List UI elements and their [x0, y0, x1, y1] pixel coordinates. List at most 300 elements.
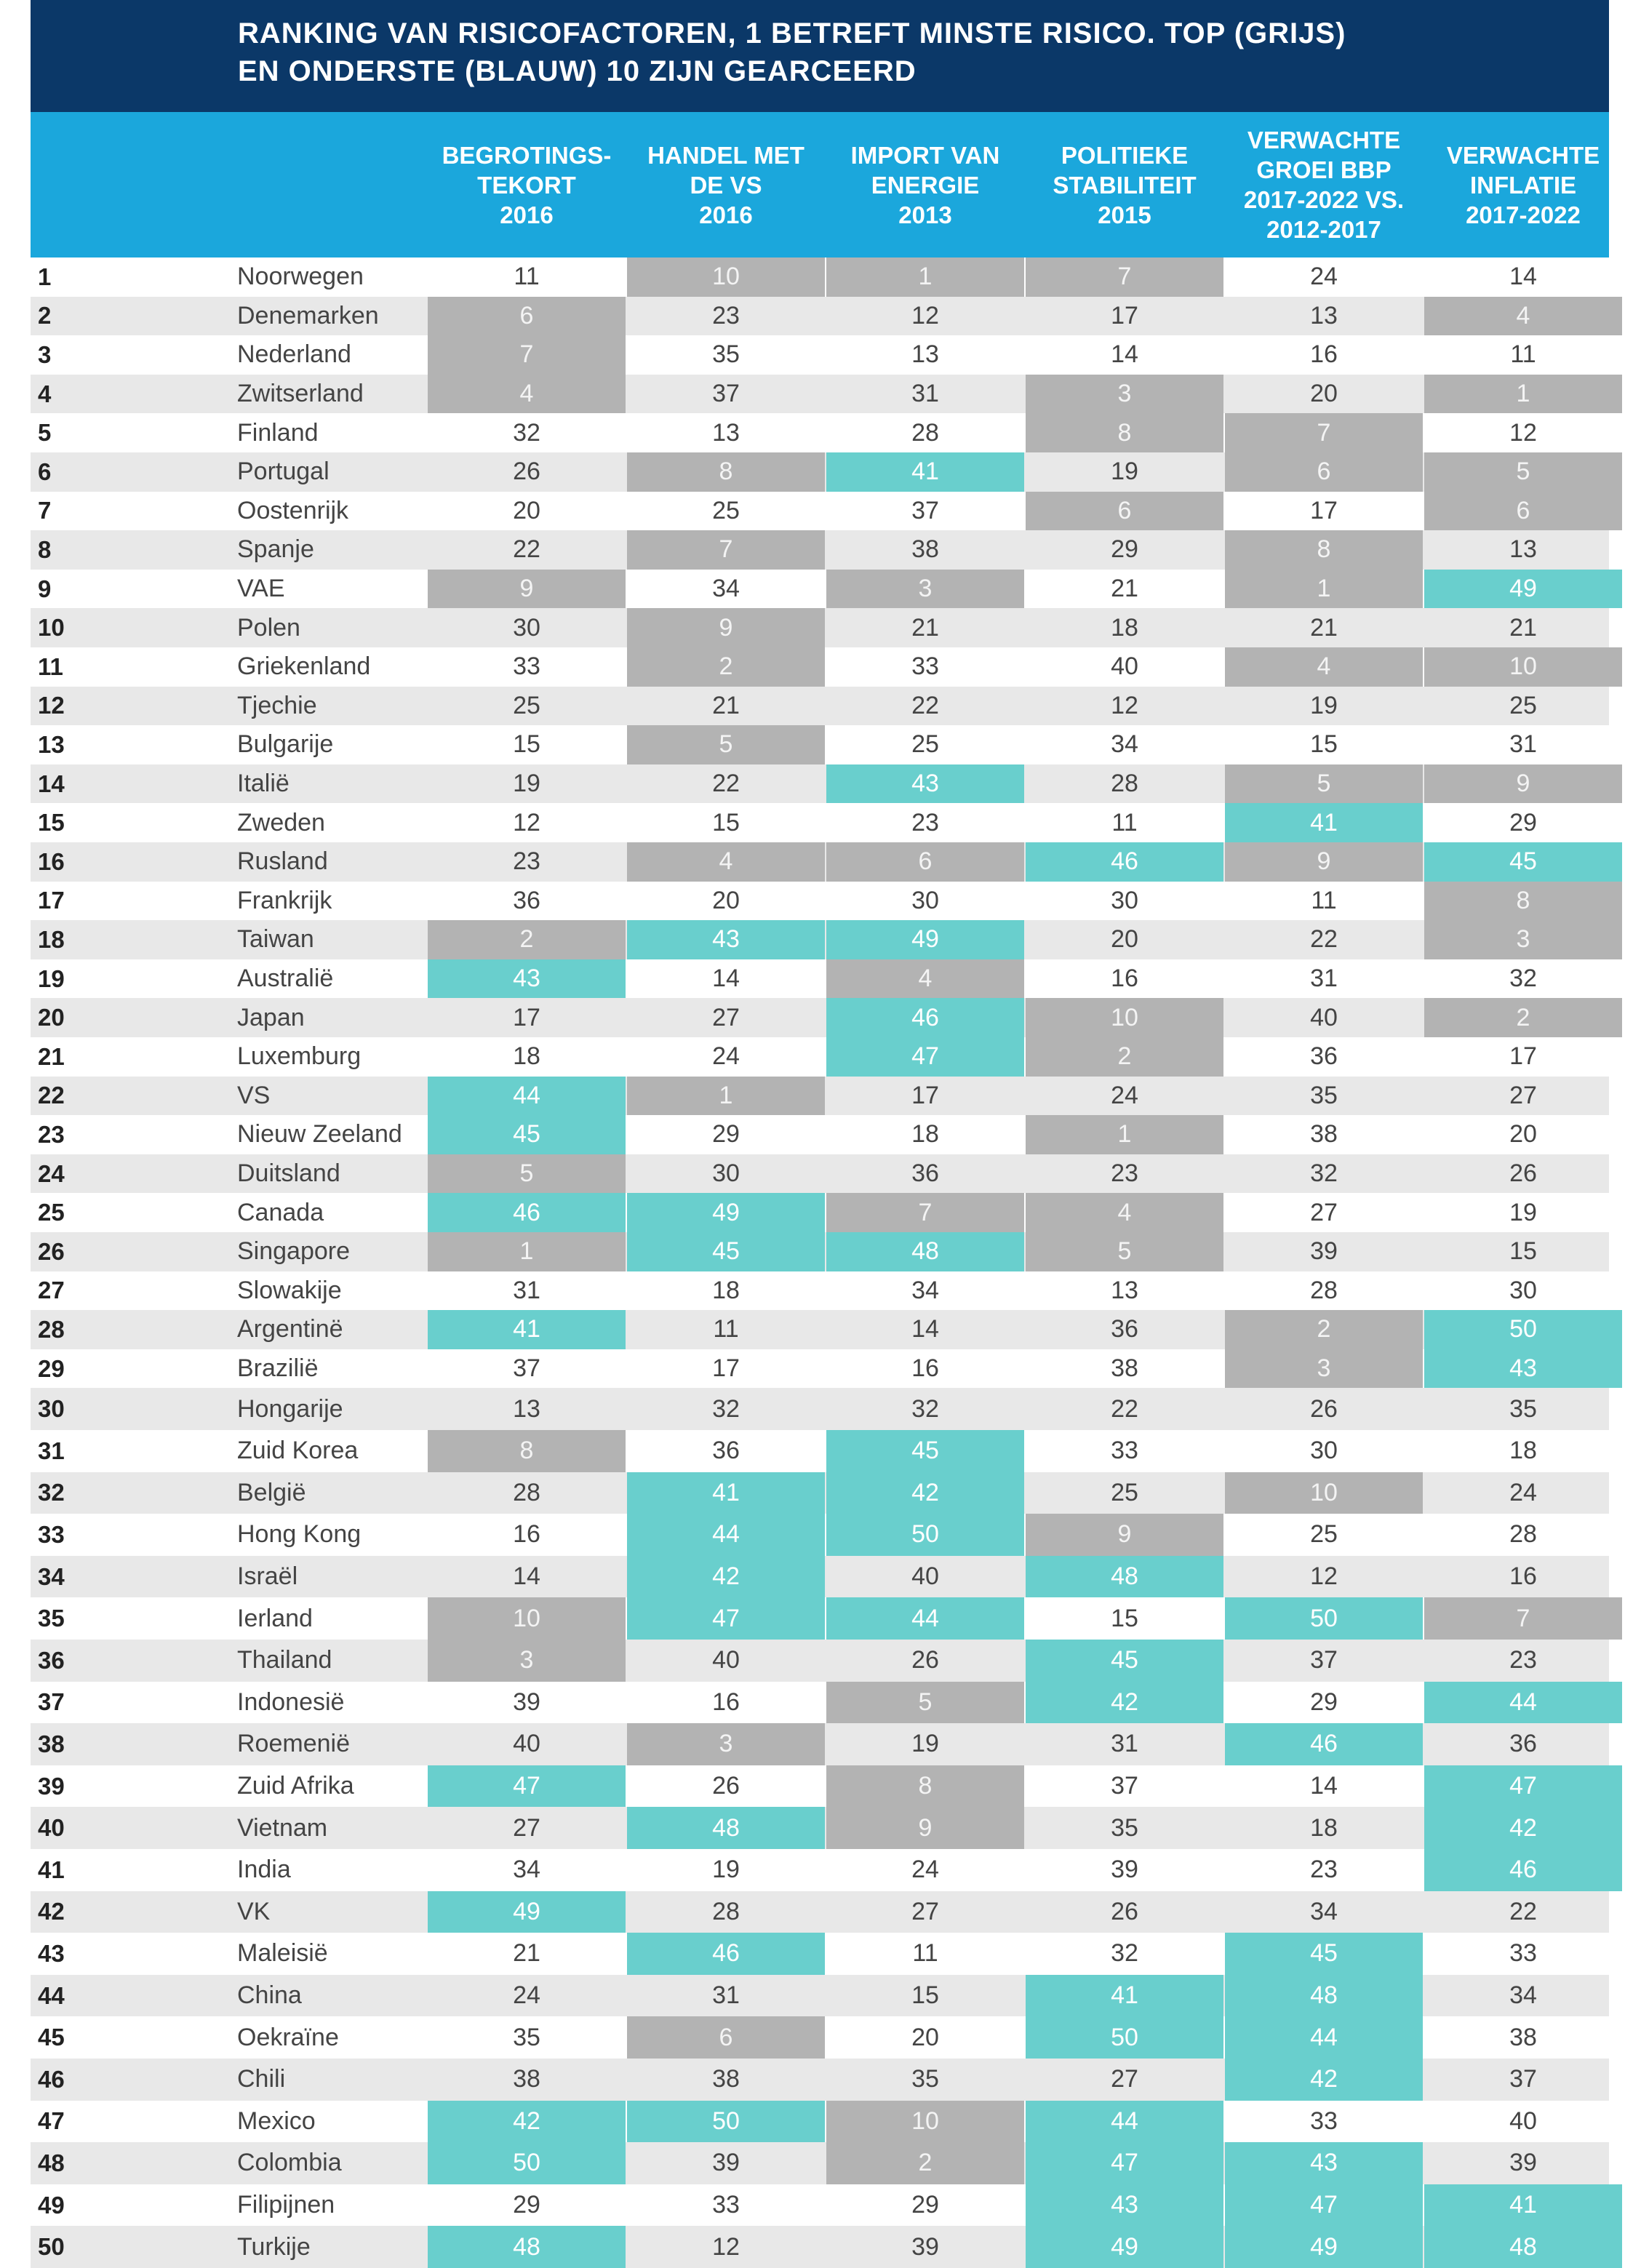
value-cell: 17 [1111, 301, 1138, 330]
value-cell: 24 [712, 1042, 740, 1071]
value-cell: 24 [1509, 1478, 1537, 1506]
value-cell: 7 [428, 335, 626, 375]
value-cell: 32 [1111, 1939, 1138, 1968]
column-header-line: GROEI BBP [1256, 156, 1392, 183]
value-cell: 5 [826, 1682, 1024, 1724]
table-row [31, 725, 1609, 764]
value-cell: 12 [1111, 691, 1138, 719]
value-cell: 24 [1310, 263, 1338, 291]
value-cell: 8 [1424, 882, 1622, 921]
table-row [31, 492, 1609, 531]
value-cell: 26 [1111, 1897, 1138, 1925]
rank-label: 15 [38, 809, 65, 836]
country-name: Frankrijk [237, 886, 332, 914]
value-cell: 45 [1026, 1640, 1223, 1682]
value-cell: 29 [712, 1120, 740, 1149]
value-cell: 34 [712, 575, 740, 603]
value-cell: 37 [911, 496, 939, 524]
value-cell: 15 [1111, 1604, 1138, 1632]
table-row [31, 803, 1609, 842]
column-header-line: DE VS [690, 171, 762, 199]
value-cell: 33 [911, 652, 939, 681]
value-cell: 17 [911, 1081, 939, 1109]
table-row [31, 2059, 1609, 2101]
value-cell: 25 [712, 496, 740, 524]
table-row [31, 1037, 1609, 1077]
table-row [31, 1388, 1609, 1430]
value-cell: 30 [1111, 886, 1138, 914]
value-cell: 3 [1026, 375, 1223, 414]
value-cell: 36 [1111, 1315, 1138, 1343]
value-cell: 33 [1509, 1939, 1537, 1968]
rank-label: 32 [38, 1479, 65, 1506]
value-cell: 43 [1225, 2142, 1423, 2184]
value-cell: 40 [712, 1646, 740, 1674]
value-cell: 30 [1509, 1276, 1537, 1304]
column-header-line: VERWACHTE [1446, 141, 1600, 169]
value-cell: 50 [1026, 2016, 1223, 2059]
country-name: Taiwan [237, 925, 314, 954]
country-name: Hong Kong [237, 1520, 362, 1549]
value-cell: 43 [1424, 1349, 1622, 1389]
rank-label: 20 [38, 1004, 65, 1031]
value-cell: 33 [712, 2191, 740, 2219]
table-row [31, 413, 1609, 452]
value-cell: 39 [1111, 1856, 1138, 1884]
country-name: Hongarije [237, 1394, 343, 1423]
value-cell: 35 [513, 2023, 540, 2051]
value-cell: 19 [911, 1730, 939, 1758]
value-cell: 13 [513, 1394, 540, 1423]
rank-label: 16 [38, 847, 65, 875]
value-cell: 25 [1111, 1478, 1138, 1506]
table-row [31, 1430, 1609, 1472]
value-cell: 27 [1509, 1081, 1537, 1109]
table-row [31, 2016, 1609, 2059]
value-cell: 47 [1424, 1765, 1622, 1808]
value-cell: 35 [911, 2065, 939, 2093]
rank-label: 44 [38, 1981, 65, 2009]
table-row [31, 2142, 1609, 2184]
value-cell: 20 [911, 2023, 939, 2051]
country-name: Portugal [237, 458, 330, 486]
value-cell: 31 [1111, 1730, 1138, 1758]
value-cell: 48 [428, 2226, 626, 2268]
value-cell: 24 [911, 1856, 939, 1884]
value-cell: 12 [1310, 1562, 1338, 1591]
rank-label: 27 [38, 1277, 65, 1304]
value-cell: 38 [911, 535, 939, 564]
value-cell: 17 [1509, 1042, 1537, 1071]
rank-label: 50 [38, 2233, 65, 2261]
value-cell: 29 [1509, 808, 1537, 836]
value-cell: 39 [712, 2149, 740, 2177]
column-header-line: 2016 [699, 201, 753, 228]
value-cell: 1 [826, 257, 1024, 297]
value-cell: 32 [513, 418, 540, 447]
value-cell: 20 [513, 496, 540, 524]
value-cell: 39 [1310, 1237, 1338, 1266]
value-cell: 5 [1225, 764, 1423, 804]
country-name: Turkije [237, 2232, 311, 2261]
value-cell: 34 [513, 1856, 540, 1884]
value-cell: 11 [1510, 340, 1536, 369]
value-cell: 21 [513, 1939, 540, 1968]
rank-label: 19 [38, 965, 65, 992]
value-cell: 22 [1509, 1897, 1537, 1925]
value-cell: 37 [1509, 2065, 1537, 2093]
table-row [31, 1682, 1609, 1724]
value-cell: 18 [1310, 1813, 1338, 1842]
value-cell: 21 [1509, 613, 1537, 642]
value-cell: 26 [513, 458, 540, 486]
value-cell: 17 [712, 1354, 740, 1383]
table-row [31, 257, 1609, 297]
rank-label: 29 [38, 1354, 65, 1382]
rank-label: 31 [38, 1437, 65, 1464]
table-row [31, 1193, 1609, 1232]
country-name: Finland [237, 418, 319, 447]
value-cell: 32 [1509, 965, 1537, 993]
value-cell: 16 [1111, 965, 1138, 993]
value-cell: 50 [1424, 1310, 1622, 1349]
rank-label: 38 [38, 1730, 65, 1757]
rank-label: 5 [38, 419, 52, 447]
column-header-5 [1225, 112, 1423, 257]
value-cell: 19 [1310, 691, 1338, 719]
table-row [31, 1349, 1609, 1389]
value-cell: 4 [1026, 1193, 1223, 1232]
table-row [31, 998, 1609, 1037]
value-cell: 35 [1310, 1081, 1338, 1109]
value-cell: 37 [712, 380, 740, 408]
country-name: Zwitserland [237, 380, 364, 408]
value-cell: 43 [826, 764, 1024, 804]
value-cell: 28 [1310, 1276, 1338, 1304]
value-cell: 44 [1225, 2016, 1423, 2059]
value-cell: 46 [1225, 1723, 1423, 1765]
value-cell: 14 [911, 1315, 939, 1343]
rank-label: 1 [38, 263, 52, 290]
value-cell: 3 [428, 1640, 626, 1682]
value-cell: 36 [1509, 1730, 1537, 1758]
value-cell: 2 [428, 920, 626, 959]
value-cell: 20 [712, 886, 740, 914]
value-cell: 24 [1111, 1081, 1138, 1109]
rank-label: 35 [38, 1605, 65, 1632]
value-cell: 28 [513, 1478, 540, 1506]
value-cell: 42 [1424, 1807, 1622, 1849]
value-cell: 44 [627, 1514, 825, 1556]
value-cell: 45 [1225, 1933, 1423, 1975]
value-cell: 38 [1509, 2023, 1537, 2051]
table-row [31, 1849, 1609, 1891]
rank-label: 24 [38, 1159, 65, 1187]
value-cell: 33 [1111, 1437, 1138, 1465]
rank-label: 41 [38, 1856, 65, 1883]
value-cell: 12 [712, 2232, 740, 2261]
country-name: Japan [237, 1003, 305, 1031]
value-cell: 8 [826, 1765, 1024, 1808]
value-cell: 12 [1509, 418, 1537, 447]
value-cell: 48 [826, 1232, 1024, 1271]
value-cell: 31 [1509, 730, 1537, 759]
table-row [31, 2184, 1609, 2227]
value-cell: 32 [911, 1394, 939, 1423]
country-name: Polen [237, 613, 300, 642]
value-cell: 14 [1111, 340, 1138, 369]
country-name: Tjechie [237, 691, 317, 719]
table-row [31, 530, 1609, 570]
value-cell: 29 [513, 2191, 540, 2219]
table-row [31, 375, 1609, 414]
value-cell: 1 [627, 1077, 825, 1116]
value-cell: 31 [712, 1981, 740, 2010]
value-cell: 6 [1424, 492, 1622, 531]
value-cell: 49 [627, 1193, 825, 1232]
rank-label: 18 [38, 925, 65, 953]
value-cell: 19 [513, 770, 540, 798]
value-cell: 16 [911, 1354, 939, 1383]
column-header-line: 2017-2022 [1466, 201, 1581, 228]
value-cell: 50 [1225, 1597, 1423, 1640]
value-cell: 41 [627, 1472, 825, 1514]
rank-label: 12 [38, 692, 65, 719]
value-cell: 21 [1111, 575, 1138, 603]
value-cell: 15 [513, 730, 540, 759]
value-cell: 29 [1310, 1688, 1338, 1716]
value-cell: 41 [1225, 803, 1423, 842]
value-cell: 4 [1225, 647, 1423, 687]
value-cell: 44 [1424, 1682, 1622, 1724]
value-cell: 10 [627, 257, 825, 297]
value-cell: 34 [1111, 730, 1138, 759]
column-header-line: ENERGIE [871, 171, 980, 199]
value-cell: 21 [1310, 613, 1338, 642]
value-cell: 39 [1509, 2149, 1537, 2177]
country-name: Roemenië [237, 1730, 350, 1758]
value-cell: 26 [712, 1772, 740, 1800]
country-name: Nederland [237, 340, 351, 369]
table-row [31, 335, 1609, 375]
value-cell: 7 [1225, 413, 1423, 452]
table-title [31, 0, 1609, 112]
value-cell: 16 [1509, 1562, 1537, 1591]
table-row [31, 1640, 1609, 1682]
value-cell: 45 [1424, 842, 1622, 882]
value-cell: 12 [911, 301, 939, 330]
value-cell: 43 [627, 920, 825, 959]
value-cell: 2 [1225, 1310, 1423, 1349]
country-name: Luxemburg [237, 1042, 362, 1071]
rank-label: 14 [38, 770, 65, 797]
rank-label: 3 [38, 340, 52, 368]
rank-label: 37 [38, 1688, 65, 1716]
value-cell: 48 [1424, 2226, 1622, 2268]
column-header-1 [428, 112, 626, 257]
country-name: Oostenrijk [237, 496, 349, 524]
value-cell: 47 [1026, 2142, 1223, 2184]
value-cell: 17 [513, 1003, 540, 1031]
value-cell: 46 [1424, 1849, 1622, 1891]
table-row [31, 1154, 1609, 1194]
value-cell: 48 [627, 1807, 825, 1849]
value-cell: 24 [513, 1981, 540, 2010]
country-name: Italië [237, 770, 290, 798]
value-cell: 46 [1026, 842, 1223, 882]
value-cell: 36 [911, 1159, 939, 1188]
rank-label: 26 [38, 1237, 65, 1265]
rank-label: 33 [38, 1520, 65, 1548]
rank-label: 45 [38, 2024, 65, 2051]
value-cell: 13 [1310, 301, 1338, 330]
table-row [31, 1807, 1609, 1849]
value-cell: 19 [1509, 1198, 1537, 1226]
table-row [31, 1310, 1609, 1349]
column-header-line: 2015 [1098, 201, 1151, 228]
value-cell: 2 [1424, 998, 1622, 1037]
country-name: VS [237, 1081, 271, 1109]
rank-label: 46 [38, 2065, 65, 2093]
value-cell: 15 [911, 1981, 939, 2010]
value-cell: 42 [1026, 1682, 1223, 1724]
rank-label: 30 [38, 1395, 65, 1423]
country-name: Argentinë [237, 1315, 343, 1343]
country-name: Rusland [237, 847, 328, 876]
value-cell: 22 [911, 691, 939, 719]
value-cell: 13 [712, 418, 740, 447]
value-cell: 12 [513, 808, 540, 836]
value-cell: 42 [627, 1556, 825, 1598]
table-row [31, 297, 1609, 336]
value-cell: 46 [826, 998, 1024, 1037]
value-cell: 15 [1509, 1237, 1537, 1266]
column-header-line: TEKORT [477, 171, 576, 199]
value-cell: 9 [1424, 764, 1622, 804]
value-cell: 40 [1509, 2107, 1537, 2135]
value-cell: 8 [1026, 413, 1223, 452]
value-cell: 25 [1310, 1520, 1338, 1549]
value-cell: 36 [1310, 1042, 1338, 1071]
value-cell: 1 [1225, 570, 1423, 609]
country-name: Denemarken [237, 301, 379, 330]
value-cell: 23 [1310, 1856, 1338, 1884]
value-cell: 8 [1225, 530, 1423, 570]
country-name: Noorwegen [237, 263, 364, 291]
table-row [31, 920, 1609, 959]
value-cell: 41 [826, 452, 1024, 492]
country-name: Griekenland [237, 652, 371, 681]
rank-label: 22 [38, 1082, 65, 1109]
column-header-4 [1026, 112, 1223, 257]
value-cell: 5 [1026, 1232, 1223, 1271]
value-cell: 1 [1026, 1115, 1223, 1154]
value-cell: 16 [1310, 340, 1338, 369]
country-name: Ierland [237, 1604, 313, 1632]
value-cell: 46 [627, 1933, 825, 1975]
rank-label: 42 [38, 1898, 65, 1925]
value-cell: 6 [826, 842, 1024, 882]
value-cell: 6 [1026, 492, 1223, 531]
value-cell: 27 [1310, 1198, 1338, 1226]
value-cell: 37 [1310, 1646, 1338, 1674]
value-cell: 35 [1111, 1813, 1138, 1842]
value-cell: 21 [911, 613, 939, 642]
value-cell: 50 [627, 2101, 825, 2143]
value-cell: 39 [513, 1688, 540, 1716]
value-cell: 9 [627, 608, 825, 647]
column-header-band [31, 112, 1609, 257]
value-cell: 2 [1026, 1037, 1223, 1077]
value-cell: 14 [1509, 263, 1537, 291]
value-cell: 48 [1225, 1975, 1423, 2017]
value-cell: 35 [1509, 1394, 1537, 1423]
value-cell: 15 [712, 808, 740, 836]
country-name: Nieuw Zeeland [237, 1120, 402, 1149]
value-cell: 13 [1111, 1276, 1138, 1304]
title-line-1: RANKING VAN RISICOFACTOREN, 1 BETREFT MINSTE RISICO. TOP (GRIJS) [238, 17, 1346, 49]
value-cell: 8 [428, 1430, 626, 1472]
rank-label: 36 [38, 1646, 65, 1674]
value-cell: 40 [911, 1562, 939, 1591]
rank-label: 34 [38, 1562, 65, 1590]
table-row [31, 1077, 1609, 1116]
value-cell: 34 [911, 1276, 939, 1304]
value-cell: 11 [713, 1315, 739, 1343]
value-cell: 29 [1111, 535, 1138, 564]
value-cell: 9 [1225, 842, 1423, 882]
value-cell: 21 [712, 691, 740, 719]
column-header-6 [1424, 112, 1622, 257]
table-row [31, 608, 1609, 647]
value-cell: 6 [428, 297, 626, 336]
value-cell: 4 [826, 959, 1024, 999]
value-cell: 30 [1310, 1437, 1338, 1465]
country-name: India [237, 1856, 291, 1884]
column-header-line: INFLATIE [1469, 171, 1577, 199]
country-name: Zweden [237, 808, 325, 836]
value-cell: 44 [826, 1597, 1024, 1640]
value-cell: 18 [1111, 613, 1138, 642]
rank-label: 23 [38, 1120, 65, 1148]
table-row [31, 842, 1609, 882]
country-name: Spanje [237, 535, 314, 564]
value-cell: 14 [1310, 1772, 1338, 1800]
value-cell: 38 [1111, 1354, 1138, 1383]
value-cell: 11 [912, 1939, 938, 1968]
table-row [31, 1514, 1609, 1556]
country-name: Bulgarije [237, 730, 334, 759]
value-cell: 26 [1509, 1159, 1537, 1188]
value-cell: 40 [1310, 1003, 1338, 1031]
value-cell: 41 [1026, 1975, 1223, 2017]
rank-label: 11 [38, 652, 63, 680]
value-cell: 27 [513, 1813, 540, 1842]
rank-label: 48 [38, 2149, 65, 2176]
table-row [31, 687, 1609, 726]
column-header-line: STABILITEIT [1053, 171, 1197, 199]
value-cell: 27 [712, 1003, 740, 1031]
column-header-line: BEGROTINGS- [442, 141, 612, 169]
value-cell: 49 [1026, 2226, 1223, 2268]
country-name: Australië [237, 965, 334, 993]
value-cell: 20 [1509, 1120, 1537, 1149]
country-name: Indonesië [237, 1688, 345, 1716]
column-header-line: POLITIEKE [1061, 141, 1189, 169]
value-cell: 23 [911, 808, 939, 836]
value-cell: 18 [513, 1042, 540, 1071]
rank-label: 21 [38, 1042, 65, 1070]
